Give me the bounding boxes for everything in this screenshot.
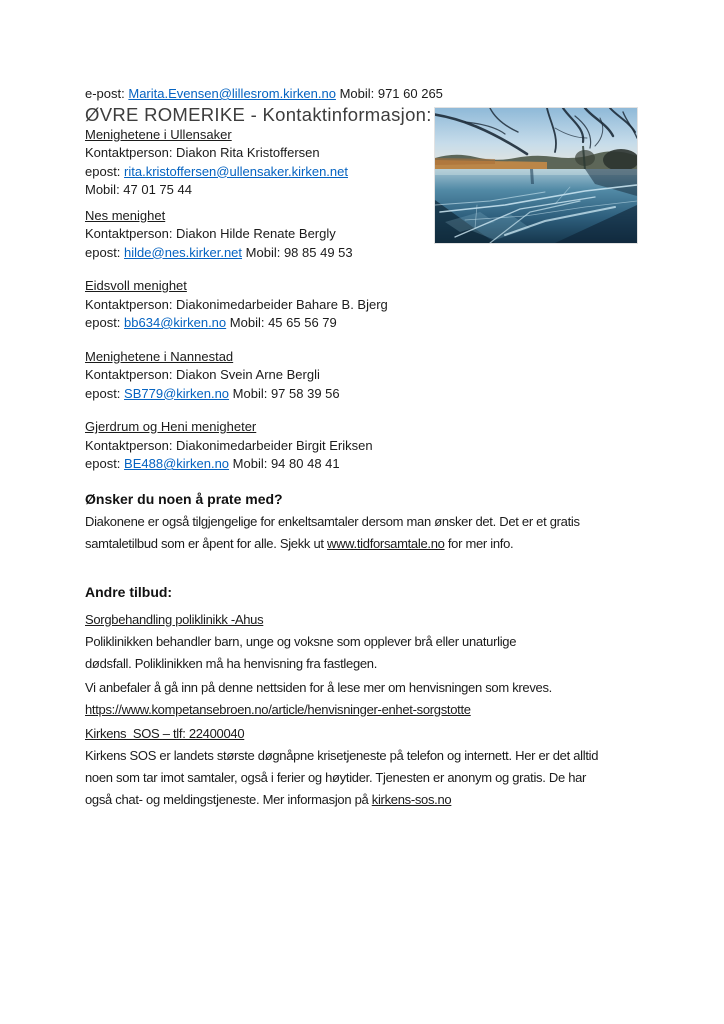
epost-label: epost: <box>85 244 121 260</box>
contact-email-line <box>85 455 705 474</box>
contact-email-line <box>85 244 705 263</box>
contact-block-ullensaker <box>85 126 705 200</box>
contact-mobile: Mobil: 47 01 75 44 <box>85 182 192 197</box>
kirkens-line-3-pre: også chat- og meldingstjeneste. Mer informasjon på <box>85 791 369 807</box>
sorg-line-2: dødsfall. Poliklinikken må ha henvisning fra fastlegen. <box>85 655 378 671</box>
kirkens-sos-link[interactable]: kirkens-sos.no <box>371 791 452 807</box>
header-epost-label: e-post: <box>85 86 125 101</box>
contact-mobile: Mobil: 97 58 39 56 <box>232 385 340 401</box>
sorg-title: Sorgbehandling poliklinikk -Ahus <box>85 611 264 627</box>
contact-title: Nes menighet <box>85 207 166 223</box>
contact-email-line <box>85 314 705 333</box>
sorg-section <box>85 609 705 675</box>
talk-line-2-pre: samtaletilbud som er åpent for alle. Sjekk ut <box>85 535 324 551</box>
contact-block-nannestad <box>85 348 705 404</box>
contact-title: Menighetene i Nannestad <box>85 348 234 364</box>
kompetansebroen-link[interactable]: https://www.kompetansebroen.no/article/henvisninger-enhet-sorgstotte <box>85 701 471 717</box>
contact-email-link[interactable]: hilde@nes.kirker.net <box>124 244 243 260</box>
sorg-line-1: Poliklinikken behandler barn, unge og voksne som opplever brå eller unaturlige <box>85 633 517 649</box>
contact-email-link[interactable]: rita.kristoffersen@ullensaker.kirken.net <box>124 163 348 179</box>
page-title: ØVRE ROMERIKE - Kontaktinformasjon: <box>85 103 432 125</box>
talk-line-2 <box>85 533 705 555</box>
contact-title: Gjerdrum og Heni menigheter <box>85 419 257 434</box>
contact-title: Eidsvoll menighet <box>85 278 187 293</box>
talk-section-paragraph <box>85 511 705 555</box>
kirkens-sos-title: Kirkens SOS – tlf: 22400040 <box>85 725 245 741</box>
contact-person: Kontaktperson: Diakon Hilde Renate Bergly <box>85 226 336 241</box>
other-offers-heading: Andre tilbud: <box>85 583 173 600</box>
contact-block-nes <box>85 207 705 263</box>
contact-block-eidsvoll <box>85 277 705 333</box>
kirkens-sos-section <box>85 723 705 811</box>
kirkens-line-2: noen som tar imot samtaler, også i ferier og høytider. Tjenesten er anonym og gratis. De har <box>85 769 587 785</box>
contact-person: Kontaktperson: Diakonimedarbeider Bahare B. Bjerg <box>85 296 388 312</box>
epost-label: epost: <box>85 163 121 179</box>
header-email-link[interactable]: Marita.Evensen@lillesrom.kirken.no <box>128 86 336 101</box>
contact-email-link[interactable]: SB779@kirken.no <box>124 385 230 401</box>
contact-mobile: Mobil: 94 80 48 41 <box>232 456 340 471</box>
contact-block-gjerdrum-heni <box>85 418 705 474</box>
epost-label: epost: <box>85 456 121 471</box>
contact-title: Menighetene i Ullensaker <box>85 126 232 142</box>
talk-line-2-post: for mer info. <box>447 535 514 551</box>
talk-section-heading: Ønsker du noen å prate med? <box>85 490 283 507</box>
contact-mobile: Mobil: 98 85 49 53 <box>245 244 353 260</box>
tidforsamtale-link[interactable]: www.tidforsamtale.no <box>327 535 445 551</box>
contact-person: Kontaktperson: Diakon Rita Kristoffersen <box>85 145 320 160</box>
contact-email-link[interactable]: BE488@kirken.no <box>124 456 230 471</box>
contact-email-line <box>85 163 705 182</box>
epost-label: epost: <box>85 385 121 401</box>
contact-person: Kontaktperson: Diakonimedarbeider Birgit Eriksen <box>85 437 373 453</box>
document-content <box>85 85 705 811</box>
kirkens-line-3 <box>85 789 705 811</box>
contact-email-line <box>85 385 705 404</box>
epost-label: epost: <box>85 315 121 330</box>
contact-mobile: Mobil: 45 65 56 79 <box>229 315 337 330</box>
contact-person: Kontaktperson: Diakon Svein Arne Bergli <box>85 367 320 382</box>
header-mobile-text: Mobil: 971 60 265 <box>339 86 443 101</box>
talk-line-1: Diakonene er også tilgjengelige for enkeltsamtaler dersom man ønsker det. Det er et gratis <box>85 513 580 529</box>
sorg-recommend-text: Vi anbefaler å gå inn på denne nettsiden for å lese mer om henvisningen som kreves. <box>85 679 552 695</box>
kirkens-line-1: Kirkens SOS er landets største døgnåpne krisetjeneste på telefon og internett. Her er det alltid <box>85 747 599 763</box>
contact-email-link[interactable]: bb634@kirken.no <box>124 315 227 330</box>
sorg-recommend-section <box>85 677 705 721</box>
header-contact-line <box>85 85 705 104</box>
